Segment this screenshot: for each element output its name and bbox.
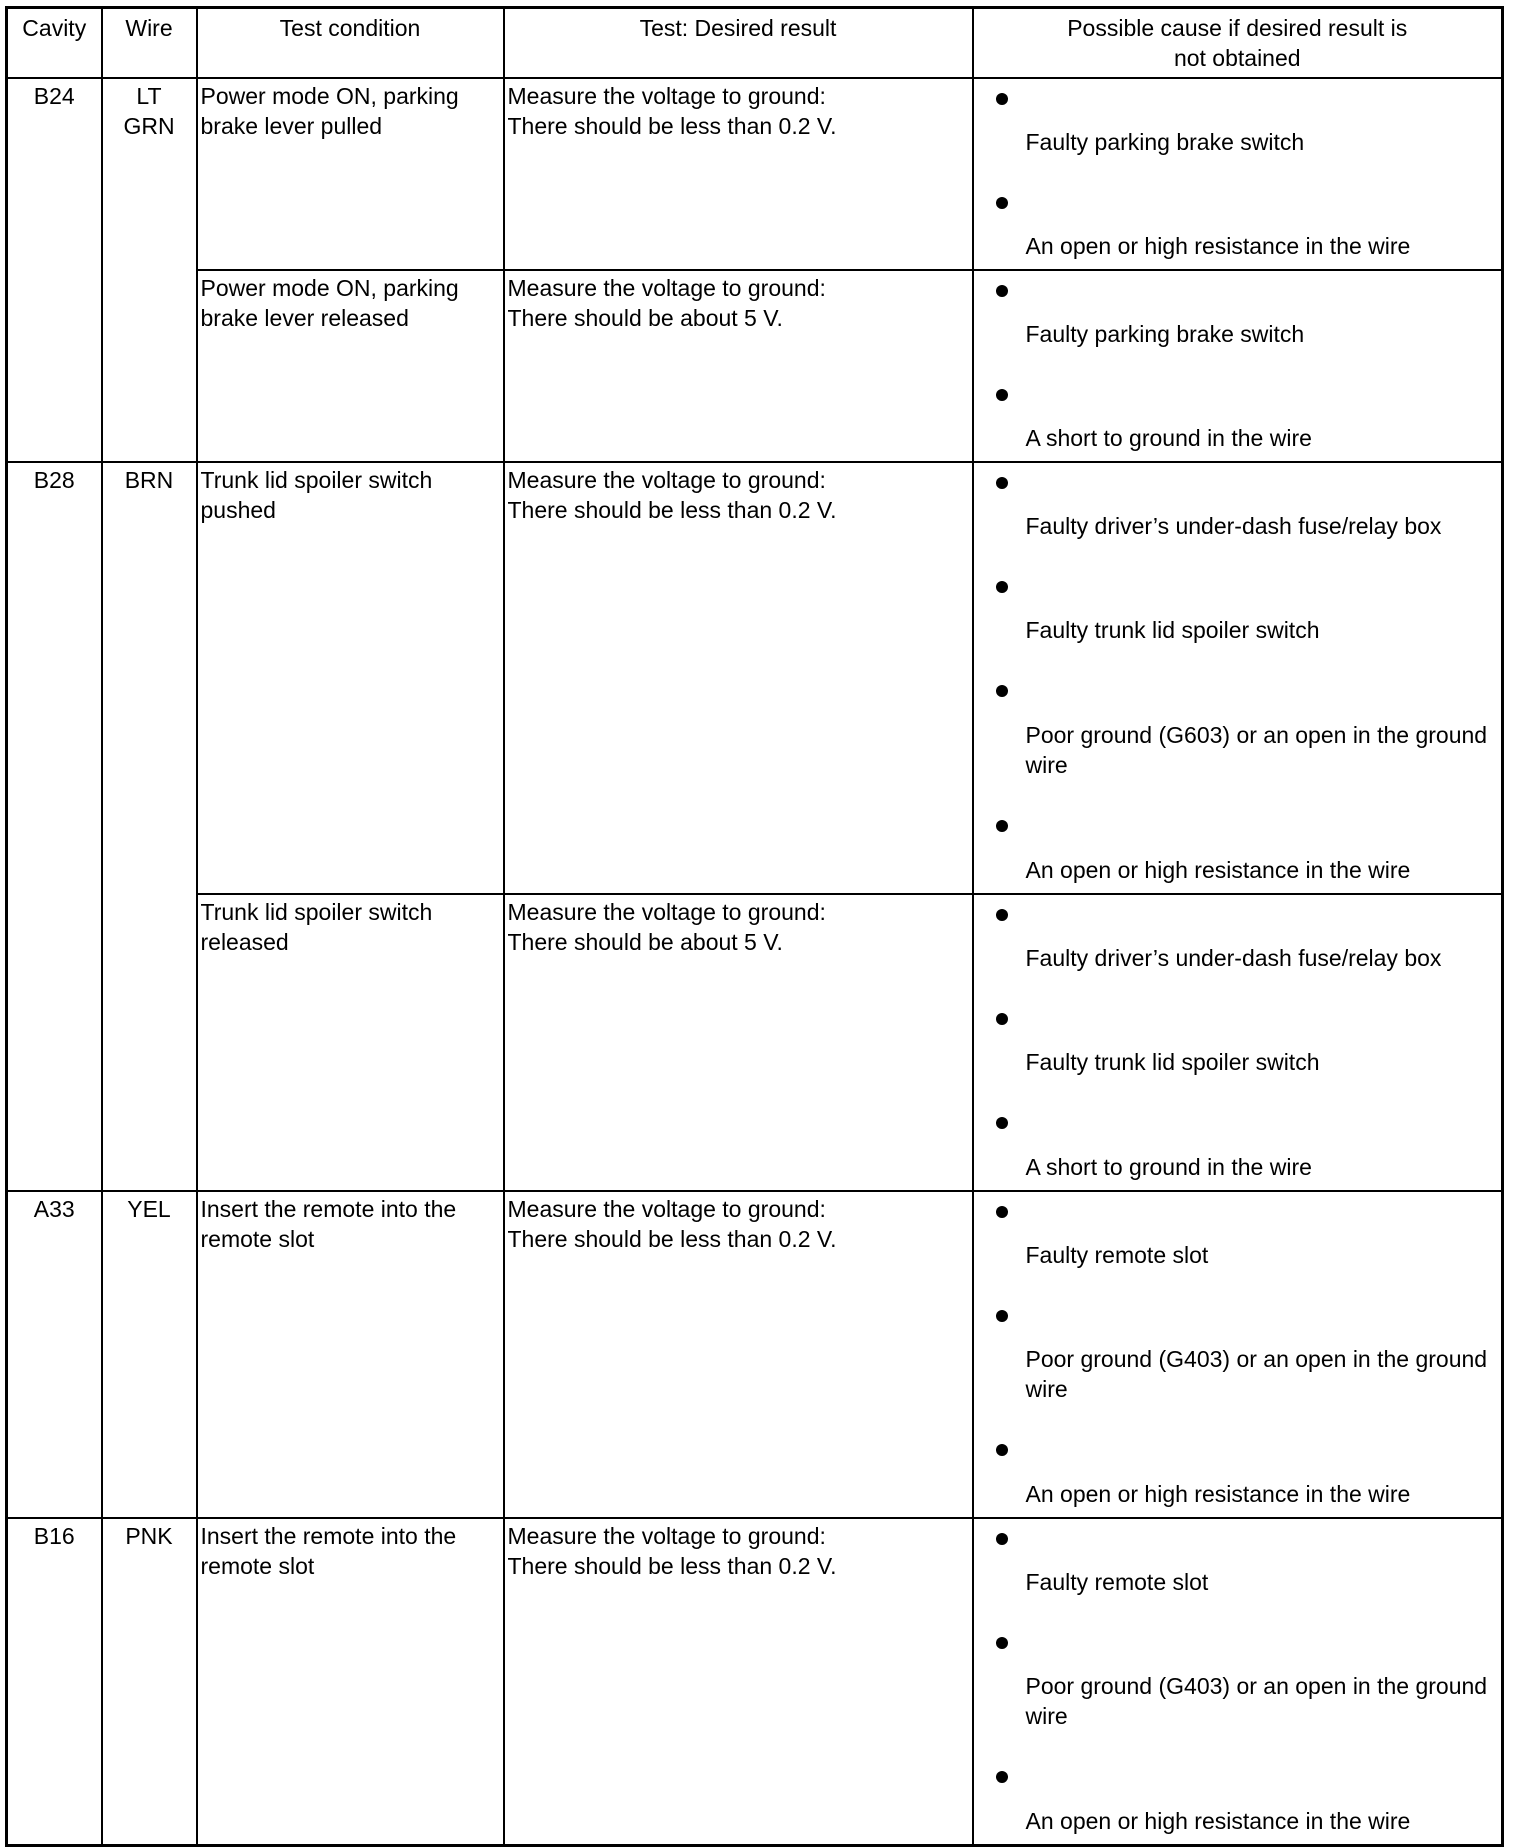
table-row xyxy=(7,1518,1503,1846)
cause-item: Poor ground (G403) or an open in the ground wire xyxy=(1025,1673,1488,1729)
table-row xyxy=(7,894,1503,1191)
result-line1: Measure the voltage to ground: xyxy=(507,1523,826,1549)
bullet-icon xyxy=(996,1637,1008,1649)
result-line2: There should be less than 0.2 V. xyxy=(507,497,837,523)
result-line1: Measure the voltage to ground: xyxy=(507,899,826,925)
table-row xyxy=(7,78,1503,270)
test-condition-cell: Power mode ON, parking brake lever pulled xyxy=(197,78,504,270)
bullet-icon xyxy=(996,1533,1008,1545)
test-condition-cell: Insert the remote into the remote slot xyxy=(197,1518,504,1846)
bullet-icon xyxy=(996,1310,1008,1322)
possible-cause-cell xyxy=(973,270,1503,462)
result-line1: Measure the voltage to ground: xyxy=(507,467,826,493)
cause-item: Faulty trunk lid spoiler switch xyxy=(1025,1049,1320,1075)
document-page xyxy=(5,6,1504,1847)
bullet-icon xyxy=(996,909,1008,921)
connector-test-table xyxy=(5,6,1504,1847)
test-condition-cell: Trunk lid spoiler switch released xyxy=(197,894,504,1191)
desired-result-cell xyxy=(504,894,973,1191)
desired-result-cell xyxy=(504,78,973,270)
wire-cell: YEL xyxy=(102,1191,197,1518)
header-wire: Wire xyxy=(102,8,197,79)
cause-item: Poor ground (G603) or an open in the ground wire xyxy=(1025,722,1488,778)
bullet-icon xyxy=(996,1117,1008,1129)
cause-item: An open or high resistance in the wire xyxy=(1025,1808,1411,1834)
bullet-icon xyxy=(996,197,1008,209)
desired-result-cell xyxy=(504,462,973,894)
possible-cause-cell xyxy=(973,78,1503,270)
wire-line2: GRN xyxy=(123,113,175,139)
cause-item: Poor ground (G403) or an open in the ground wire xyxy=(1025,1346,1488,1402)
test-condition-cell: Trunk lid spoiler switch pushed xyxy=(197,462,504,894)
cause-item: Faulty remote slot xyxy=(1025,1569,1209,1595)
wire-cell xyxy=(102,78,197,462)
cause-item: An open or high resistance in the wire xyxy=(1025,233,1411,259)
possible-cause-cell xyxy=(973,894,1503,1191)
cavity-cell: B28 xyxy=(7,462,102,1191)
header-possible-cause-line1: Possible cause if desired result is xyxy=(1067,15,1408,41)
header-possible-cause-line2: not obtained xyxy=(1173,45,1301,71)
bullet-icon xyxy=(996,685,1008,697)
result-line2: There should be less than 0.2 V. xyxy=(507,1553,837,1579)
header-possible-cause xyxy=(973,8,1503,79)
table-row xyxy=(7,462,1503,894)
table-row xyxy=(7,270,1503,462)
possible-cause-cell xyxy=(973,1191,1503,1518)
cavity-cell: B24 xyxy=(7,78,102,462)
bullet-icon xyxy=(996,93,1008,105)
desired-result-cell xyxy=(504,1191,973,1518)
possible-cause-cell xyxy=(973,462,1503,894)
cause-item: Faulty parking brake switch xyxy=(1025,129,1305,155)
result-line2: There should be about 5 V. xyxy=(507,929,783,955)
cavity-cell: B16 xyxy=(7,1518,102,1846)
bullet-icon xyxy=(996,1013,1008,1025)
cause-item: Faulty parking brake switch xyxy=(1025,321,1305,347)
header-desired-result: Test: Desired result xyxy=(504,8,973,79)
result-line1: Measure the voltage to ground: xyxy=(507,275,826,301)
cause-item: Faulty trunk lid spoiler switch xyxy=(1025,617,1320,643)
cause-item: A short to ground in the wire xyxy=(1025,425,1312,451)
result-line2: There should be about 5 V. xyxy=(507,305,783,331)
desired-result-cell xyxy=(504,1518,973,1846)
bullet-icon xyxy=(996,820,1008,832)
cause-item: Faulty driver’s under-dash fuse/relay box xyxy=(1025,513,1442,539)
wire-cell: BRN xyxy=(102,462,197,1191)
result-line1: Measure the voltage to ground: xyxy=(507,1196,826,1222)
result-line2: There should be less than 0.2 V. xyxy=(507,113,837,139)
header-cavity: Cavity xyxy=(7,8,102,79)
bullet-icon xyxy=(996,581,1008,593)
wire-cell: PNK xyxy=(102,1518,197,1846)
test-condition-cell: Power mode ON, parking brake lever released xyxy=(197,270,504,462)
possible-cause-cell xyxy=(973,1518,1503,1846)
cause-item: A short to ground in the wire xyxy=(1025,1154,1312,1180)
cause-item: An open or high resistance in the wire xyxy=(1025,857,1411,883)
cause-item: Faulty driver’s under-dash fuse/relay box xyxy=(1025,945,1442,971)
test-condition-cell: Insert the remote into the remote slot xyxy=(197,1191,504,1518)
cause-item: Faulty remote slot xyxy=(1025,1242,1209,1268)
bullet-icon xyxy=(996,285,1008,297)
wire-line1: LT xyxy=(136,83,162,109)
bullet-icon xyxy=(996,389,1008,401)
bullet-icon xyxy=(996,1444,1008,1456)
desired-result-cell xyxy=(504,270,973,462)
table-header-row xyxy=(7,8,1503,79)
table-row xyxy=(7,1191,1503,1518)
cavity-cell: A33 xyxy=(7,1191,102,1518)
bullet-icon xyxy=(996,1771,1008,1783)
header-test-condition: Test condition xyxy=(197,8,504,79)
bullet-icon xyxy=(996,1206,1008,1218)
bullet-icon xyxy=(996,477,1008,489)
result-line1: Measure the voltage to ground: xyxy=(507,83,826,109)
cause-item: An open or high resistance in the wire xyxy=(1025,1481,1411,1507)
result-line2: There should be less than 0.2 V. xyxy=(507,1226,837,1252)
